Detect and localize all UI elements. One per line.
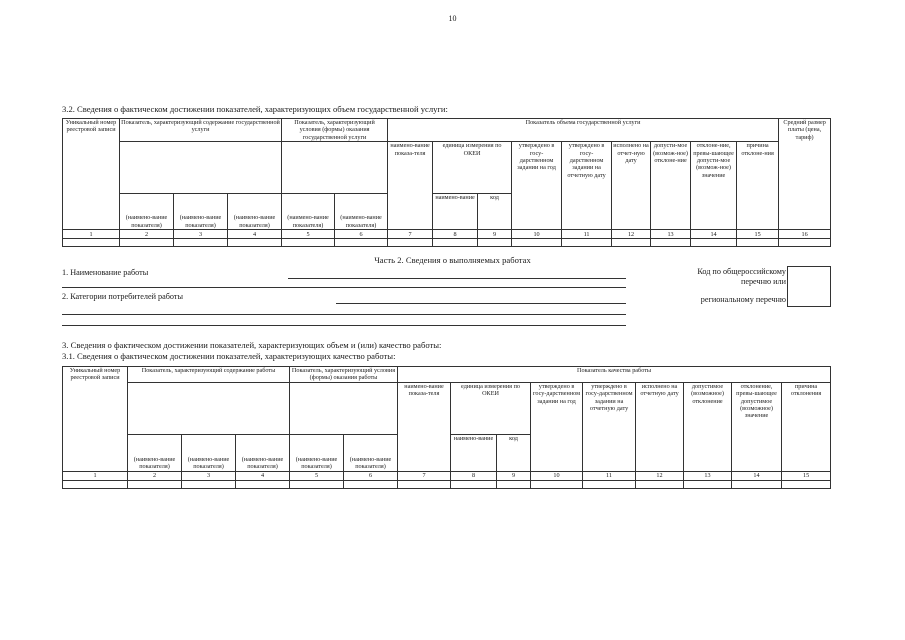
column-number: 12 [636, 471, 684, 480]
header-content-indicator: Показатель, характеризующий содержание государственной услуги [120, 119, 282, 142]
header-sub-indicator-name: (наимено-вание показателя) [120, 194, 174, 230]
data-cell[interactable] [128, 480, 182, 488]
column-number: 9 [478, 230, 512, 239]
header-sub-indicator-name: (наимено-вание показателя) [228, 194, 282, 230]
data-cell[interactable] [531, 480, 583, 488]
data-cell[interactable] [228, 239, 282, 247]
quality-indicators-table [62, 366, 831, 489]
header-sub-indicator-name: (наимено-вание показателя) [182, 434, 236, 471]
data-cell[interactable] [335, 239, 388, 247]
column-number: 3 [182, 471, 236, 480]
header-unit-code: код [497, 434, 531, 471]
content-header-spacer [120, 142, 282, 194]
data-cell[interactable] [344, 480, 398, 488]
column-number: 4 [228, 230, 282, 239]
header-exceeding-deviation: отклоне-ние, превы-шающее допусти-мое (возмож-ное) значение [691, 142, 737, 230]
part-2-title: Часть 2. Сведения о выполняемых работах [374, 255, 531, 265]
data-cell[interactable] [737, 239, 779, 247]
column-number: 16 [779, 230, 831, 239]
column-number: 13 [651, 230, 691, 239]
header-approved-date: утверждено в госу-дарственном задании на отчетную дату [583, 382, 636, 471]
column-number: 6 [335, 230, 388, 239]
header-sub-indicator-name: (наимено-вание показателя) [128, 434, 182, 471]
column-number: 2 [120, 230, 174, 239]
consumers-field-line[interactable] [336, 303, 626, 304]
data-cell[interactable] [63, 239, 120, 247]
header-allowed-deviation: допусти-мое (возмож-ное) отклоне-ние [651, 142, 691, 230]
header-content-indicator: Показатель, характеризующий содержание работы [128, 367, 290, 383]
column-number: 6 [344, 471, 398, 480]
data-cell[interactable] [684, 480, 732, 488]
header-sub-indicator-name: (наимено-вание показателя) [344, 434, 398, 471]
data-cell[interactable] [433, 239, 478, 247]
header-unique-number: Уникальный номер реестровой записи [63, 367, 128, 472]
data-cell[interactable] [691, 239, 737, 247]
header-sub-indicator-name: (наимено-вание показателя) [290, 434, 344, 471]
header-exceeding-deviation: отклонение, превы-шающее допустимое (возможное) значение [732, 382, 782, 471]
header-volume-indicator: Показатель объема государственной услуги [388, 119, 779, 142]
header-approved-year: утверждено в госу-дарственном задании на год [512, 142, 562, 230]
volume-indicators-table [62, 118, 831, 247]
data-cell[interactable] [182, 480, 236, 488]
consumers-label: 2. Категории потребителей работы [62, 292, 183, 301]
work-name-field-line[interactable] [288, 278, 626, 279]
header-unit-name: наимено-вание [451, 434, 497, 471]
column-number: 3 [174, 230, 228, 239]
data-cell[interactable] [612, 239, 651, 247]
column-number: 8 [451, 471, 497, 480]
column-number: 11 [583, 471, 636, 480]
header-unit-code: код [478, 194, 512, 230]
data-cell[interactable] [63, 480, 128, 488]
header-quality-indicator: Показатель качества работы [398, 367, 831, 383]
empty-data-row [63, 239, 831, 247]
column-numbers-row [63, 230, 831, 239]
empty-data-row [63, 480, 831, 488]
column-number: 12 [612, 230, 651, 239]
header-sub-indicator-name: (наимено-вание показателя) [236, 434, 290, 471]
data-cell[interactable] [398, 480, 451, 488]
data-cell[interactable] [388, 239, 433, 247]
page-number: 10 [448, 14, 457, 23]
column-number: 15 [737, 230, 779, 239]
column-number: 9 [497, 471, 531, 480]
consumers-field-line-3[interactable] [62, 325, 626, 326]
data-cell[interactable] [478, 239, 512, 247]
code-label-line-2: перечню или [740, 277, 786, 286]
content-header-spacer [128, 382, 290, 434]
column-number: 7 [388, 230, 433, 239]
header-sub-indicator-name: (наимено-вание показателя) [282, 194, 335, 230]
column-numbers-row [63, 471, 831, 480]
column-number: 14 [691, 230, 737, 239]
column-number: 13 [684, 471, 732, 480]
data-cell[interactable] [451, 480, 497, 488]
conditions-header-spacer [282, 142, 388, 194]
section-3-1-title: 3.1. Сведения о фактическом достижении показателей, характеризующих качество работы: [62, 351, 396, 361]
column-number: 8 [433, 230, 478, 239]
work-name-field-line-2[interactable] [62, 287, 626, 288]
data-cell[interactable] [779, 239, 831, 247]
data-cell[interactable] [290, 480, 344, 488]
column-number: 15 [782, 471, 831, 480]
header-unit-name: наимено-вание [433, 194, 478, 230]
data-cell[interactable] [782, 480, 831, 488]
column-number: 5 [290, 471, 344, 480]
data-cell[interactable] [562, 239, 612, 247]
data-cell[interactable] [651, 239, 691, 247]
header-deviation-reason: причина отклонения [782, 382, 831, 471]
data-cell[interactable] [636, 480, 684, 488]
conditions-header-spacer [290, 382, 398, 434]
header-conditions-indicator: Показатель, характеризующий условия (формы) оказания государственной услуги [282, 119, 388, 142]
column-number: 1 [63, 471, 128, 480]
data-cell[interactable] [282, 239, 335, 247]
column-number: 4 [236, 471, 290, 480]
work-name-label: 1. Наименование работы [62, 268, 149, 277]
code-label-line-3: региональному перечню [700, 295, 786, 304]
data-cell[interactable] [497, 480, 531, 488]
header-executed: исполнено на отчетную дату [636, 382, 684, 471]
column-number: 10 [512, 230, 562, 239]
consumers-field-line-2[interactable] [62, 314, 626, 315]
header-indicator-name: наимено-вание показа-теля [388, 142, 433, 230]
data-cell[interactable] [120, 239, 174, 247]
data-cell[interactable] [512, 239, 562, 247]
header-deviation-reason: причина отклоне-ния [737, 142, 779, 230]
data-cell[interactable] [583, 480, 636, 488]
data-cell[interactable] [174, 239, 228, 247]
column-number: 1 [63, 230, 120, 239]
header-unit: единица измерения по ОКЕИ [433, 142, 512, 194]
column-number: 11 [562, 230, 612, 239]
header-average-price: Средний размер платы (цена, тариф) [779, 119, 831, 230]
section-3-2-title: 3.2. Сведения о фактическом достижении показателей, характеризующих объем государственной услуги: [62, 104, 448, 114]
data-cell[interactable] [732, 480, 782, 488]
header-approved-year: утверждено в госу-дарственном задании на год [531, 382, 583, 471]
header-conditions-indicator: Показатель, характеризующий условия (формы) оказания работы [290, 367, 398, 383]
header-sub-indicator-name: (наимено-вание показателя) [335, 194, 388, 230]
column-number: 2 [128, 471, 182, 480]
header-allowed-deviation: допустимое (возможное) отклонение [684, 382, 732, 471]
registry-code-box[interactable] [787, 266, 831, 307]
column-number: 14 [732, 471, 782, 480]
column-number: 10 [531, 471, 583, 480]
column-number: 5 [282, 230, 335, 239]
header-unit: единица измерения по ОКЕИ [451, 382, 531, 434]
column-number: 7 [398, 471, 451, 480]
header-approved-date: утверждено в госу-дарственном задании на отчетную дату [562, 142, 612, 230]
data-cell[interactable] [236, 480, 290, 488]
header-sub-indicator-name: (наимено-вание показателя) [174, 194, 228, 230]
section-3-title: 3. Сведения о фактическом достижении показателей, характеризующих объем и (или) качество работы: [62, 340, 442, 350]
header-indicator-name: наимено-вание показа-теля [398, 382, 451, 471]
header-executed: исполнено на отчет-ную дату [612, 142, 651, 230]
code-label-line-1: Код по общероссийскому [697, 267, 786, 276]
header-unique-number: Уникальный номер реестровой записи [63, 119, 120, 230]
